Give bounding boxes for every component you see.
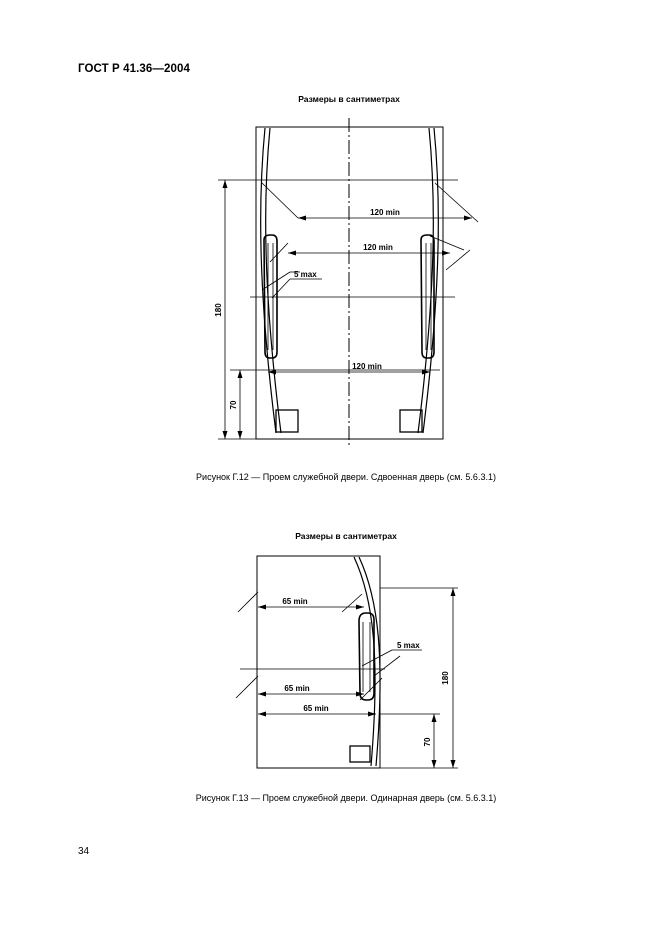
fig13-label-height-lower: 70 <box>423 737 432 747</box>
fig13-caption: Рисунок Г.13 — Проем служебной двери. Одинарная дверь (см. 5.6.3.1) <box>195 793 497 803</box>
fig13-label-height-total: 180 <box>441 671 450 685</box>
standard-header: ГОСТ Р 41.36—2004 <box>78 63 190 75</box>
fig12-dimension-note: Размеры в сантиметрах <box>298 94 400 104</box>
fig13-label-width-bottom: 65 min <box>303 704 329 713</box>
fig12-caption: Рисунок Г.12 — Проем служебной двери. Сдвоенная дверь (см. 5.6.3.1) <box>196 472 496 482</box>
fig12-label-gap: 5 max <box>294 270 317 279</box>
fig13-label-width-top: 65 min <box>282 597 308 606</box>
fig13-door-outer <box>354 557 375 766</box>
fig13-label-width-middle: 65 min <box>284 684 310 693</box>
fig12-label-width-middle: 120 min <box>363 243 393 252</box>
fig13-frame <box>257 556 380 768</box>
fig13-step <box>350 746 370 762</box>
page-number: 34 <box>78 846 90 857</box>
fig13-label-gap: 5 max <box>397 641 420 650</box>
fig12-label-width-bottom: 120 min <box>352 362 382 371</box>
fig12-label-height-lower: 70 <box>229 400 238 410</box>
fig13-dimension-note: Размеры в сантиметрах <box>295 531 397 541</box>
fig12-label-width-top: 120 min <box>370 208 400 217</box>
fig12-label-height-total: 180 <box>214 303 223 317</box>
fig13-door-inner <box>359 557 380 766</box>
